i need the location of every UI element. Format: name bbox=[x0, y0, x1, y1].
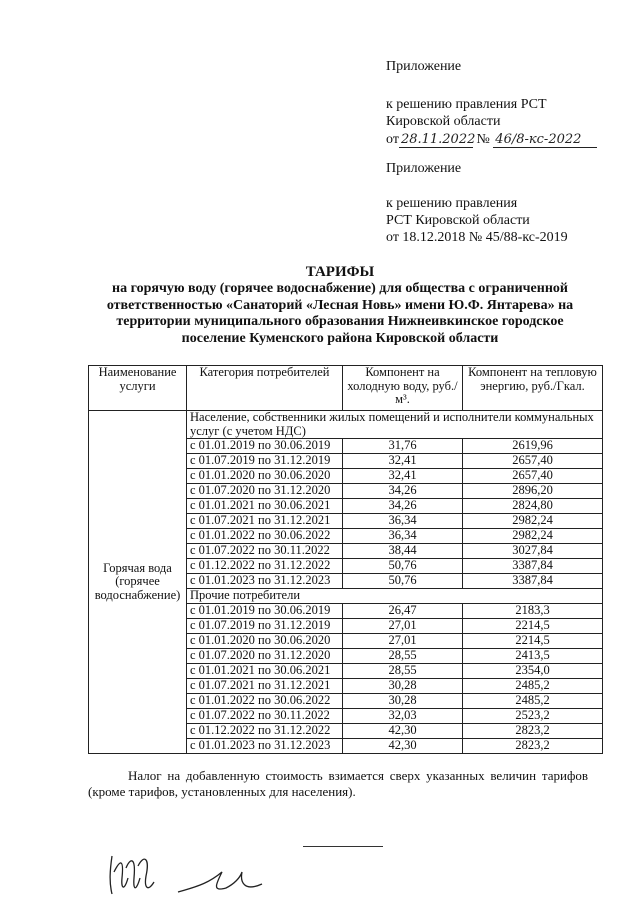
period-cell: с 01.07.2022 по 30.11.2022 bbox=[187, 709, 343, 724]
period-cell: с 01.07.2021 по 31.12.2021 bbox=[187, 679, 343, 694]
cold-cell: 34,26 bbox=[343, 484, 463, 499]
cold-cell: 27,01 bbox=[343, 619, 463, 634]
heat-cell: 3387,84 bbox=[463, 559, 603, 574]
appendix2-line1: к решению правления bbox=[386, 196, 518, 211]
heat-cell: 2982,24 bbox=[463, 529, 603, 544]
appendix1-number-sign: № bbox=[476, 132, 490, 147]
heat-cell: 3027,84 bbox=[463, 544, 603, 559]
period-cell: с 01.01.2020 по 30.06.2020 bbox=[187, 469, 343, 484]
period-cell: с 01.07.2022 по 30.11.2022 bbox=[187, 544, 343, 559]
heat-cell: 2214,5 bbox=[463, 619, 603, 634]
cold-cell: 50,76 bbox=[343, 574, 463, 589]
period-cell: с 01.01.2022 по 30.06.2022 bbox=[187, 529, 343, 544]
service-line-3: водоснабжение) bbox=[94, 587, 181, 602]
cold-cell: 30,28 bbox=[343, 694, 463, 709]
cold-cell: 32,41 bbox=[343, 469, 463, 484]
appendix2-line3: от 18.12.2018 № 45/88-кс-2019 bbox=[386, 230, 568, 245]
signature-line bbox=[303, 846, 383, 847]
cold-cell: 38,44 bbox=[343, 544, 463, 559]
header-category: Категория потребителей bbox=[187, 366, 343, 411]
appendix1-line2: Кировской области bbox=[386, 114, 501, 129]
heading-line-2: ответственностью «Санаторий «Лесная Новь» имени Ю.Ф. Янтарева» на bbox=[106, 297, 574, 313]
document-heading bbox=[40, 264, 640, 347]
heat-cell: 2523,2 bbox=[463, 709, 603, 724]
cold-cell: 50,76 bbox=[343, 559, 463, 574]
cold-cell: 28,55 bbox=[343, 664, 463, 679]
heat-cell: 2214,5 bbox=[463, 634, 603, 649]
period-cell: с 01.07.2019 по 31.12.2019 bbox=[187, 454, 343, 469]
period-cell: с 01.01.2021 по 30.06.2021 bbox=[187, 499, 343, 514]
appendix1-date-prefix: от bbox=[386, 132, 399, 147]
heading-line-1: на горячую воду (горячее водоснабжение) для общества с ограниченной bbox=[112, 281, 568, 296]
period-cell: с 01.01.2020 по 30.06.2020 bbox=[187, 634, 343, 649]
heat-cell: 2657,40 bbox=[463, 469, 603, 484]
vat-note-text: Налог на добавленную стоимость взимается сверх указанных величин тарифов (кроме тарифов, установленных для населения). bbox=[88, 768, 588, 799]
group1-title: Население, собственники жилых помещений и исполнители коммунальных услуг (с учетом НДС) bbox=[187, 411, 603, 439]
period-cell: с 01.01.2023 по 31.12.2023 bbox=[187, 574, 343, 589]
cold-cell: 36,34 bbox=[343, 514, 463, 529]
cold-cell: 42,30 bbox=[343, 739, 463, 754]
cold-cell: 26,47 bbox=[343, 604, 463, 619]
heat-cell: 2982,24 bbox=[463, 514, 603, 529]
period-cell: с 01.01.2019 по 30.06.2019 bbox=[187, 604, 343, 619]
vat-note bbox=[88, 768, 588, 800]
period-cell: с 01.07.2020 по 31.12.2020 bbox=[187, 649, 343, 664]
heat-cell: 2896,20 bbox=[463, 484, 603, 499]
heat-cell: 2657,40 bbox=[463, 454, 603, 469]
heat-cell: 2485,2 bbox=[463, 679, 603, 694]
appendix1-title: Приложение bbox=[386, 59, 462, 74]
header-service: Наименование услуги bbox=[89, 366, 187, 411]
cold-cell: 31,76 bbox=[343, 439, 463, 454]
appendix1-date-line bbox=[386, 131, 597, 148]
period-cell: с 01.07.2020 по 31.12.2020 bbox=[187, 484, 343, 499]
period-cell: с 01.01.2021 по 30.06.2021 bbox=[187, 664, 343, 679]
heat-cell: 2823,2 bbox=[463, 739, 603, 754]
period-cell: с 01.07.2019 по 31.12.2019 bbox=[187, 619, 343, 634]
cold-cell: 32,41 bbox=[343, 454, 463, 469]
header-cold-water: Компонент на холодную воду, руб./м³. bbox=[343, 366, 463, 411]
cold-cell: 32,03 bbox=[343, 709, 463, 724]
heat-cell: 2354,0 bbox=[463, 664, 603, 679]
period-cell: с 01.01.2019 по 30.06.2019 bbox=[187, 439, 343, 454]
period-cell: с 01.07.2021 по 31.12.2021 bbox=[187, 514, 343, 529]
appendix1-line1: к решению правления РСТ bbox=[386, 97, 547, 112]
heat-cell: 2413,5 bbox=[463, 649, 603, 664]
appendix1-date-handwritten: 28.11.2022 bbox=[400, 132, 476, 147]
heat-cell: 2823,2 bbox=[463, 724, 603, 739]
heat-cell: 2183,3 bbox=[463, 604, 603, 619]
cold-cell: 42,30 bbox=[343, 724, 463, 739]
service-cell bbox=[89, 411, 187, 754]
heading-title: ТАРИФЫ bbox=[305, 264, 375, 280]
handwritten-signature-2 bbox=[170, 862, 280, 902]
appendix2-line2: РСТ Кировской области bbox=[386, 213, 530, 228]
cold-cell: 28,55 bbox=[343, 649, 463, 664]
service-line-2: (горячее bbox=[115, 574, 160, 589]
tariff-table bbox=[88, 365, 603, 754]
appendix2-title: Приложение bbox=[386, 161, 462, 176]
heat-cell: 2824,80 bbox=[463, 499, 603, 514]
appendix1-number-handwritten: 46/8-кс-2022 bbox=[493, 133, 597, 148]
service-line-1: Горячая вода bbox=[103, 560, 172, 575]
group2-title: Прочие потребители bbox=[187, 589, 603, 604]
cold-cell: 34,26 bbox=[343, 499, 463, 514]
period-cell: с 01.01.2023 по 31.12.2023 bbox=[187, 739, 343, 754]
cold-cell: 36,34 bbox=[343, 529, 463, 544]
period-cell: с 01.12.2022 по 31.12.2022 bbox=[187, 724, 343, 739]
cold-cell: 27,01 bbox=[343, 634, 463, 649]
heat-cell: 2485,2 bbox=[463, 694, 603, 709]
heat-cell: 2619,96 bbox=[463, 439, 603, 454]
period-cell: с 01.12.2022 по 31.12.2022 bbox=[187, 559, 343, 574]
heading-line-4: поселение Куменского района Кировской области bbox=[181, 330, 499, 346]
cold-cell: 30,28 bbox=[343, 679, 463, 694]
heading-line-3: территории муниципального образования Нижнеивкинское городское bbox=[116, 314, 564, 329]
period-cell: с 01.01.2022 по 30.06.2022 bbox=[187, 694, 343, 709]
heat-cell: 3387,84 bbox=[463, 574, 603, 589]
header-heat: Компонент на тепловую энергию, руб./Гкал. bbox=[463, 366, 603, 411]
